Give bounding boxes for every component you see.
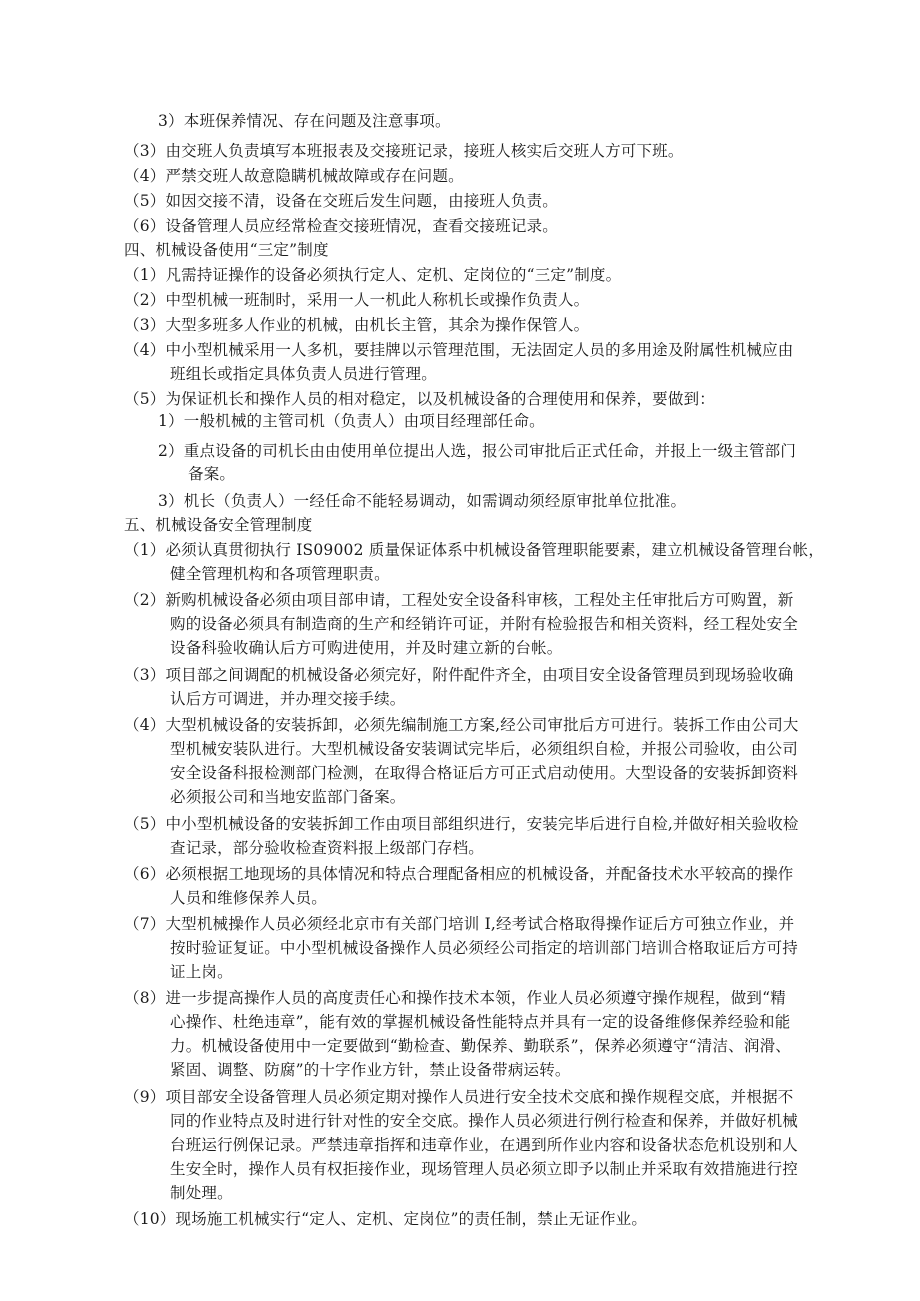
text-line: 健全管理机构和各项管理职责。 <box>170 565 390 583</box>
text-line: 人员和维修保养人员。 <box>170 889 328 907</box>
text-line: 1）一般机械的主管司机（负责人）由项目经理部任命。 <box>158 412 545 430</box>
text-line: （9）项目部安全设备管理人员必须定期对操作人员进行安全技术交底和操作规程交底，并根据不 <box>124 1088 794 1106</box>
text-line: （1）必须认真贯彻执行 IS09002 质量保证体系中机械设备管理职能要素，建立机械设备管理台帐， <box>124 541 825 559</box>
text-line: （2）新购机械设备必须由项目部申请，工程处安全设备科审核，工程处主任审批后方可购置，新 <box>124 591 794 609</box>
text-line: 2）重点设备的司机长由由使用单位提出人选，报公司审批后正式任命，并报上一级主管部门 <box>158 442 797 460</box>
text-line: 购的设备必须具有制造商的生产和经销许可证，并附有检验报告和相关资料，经工程处安全 <box>170 615 799 633</box>
text-line: 型机械安装队进行。大型机械设备安装调试完毕后，必须组织自检，并报公司验收，由公司 <box>170 740 799 758</box>
text-line: 必须报公司和当地安监部门备案。 <box>170 788 406 806</box>
text-line: （3）大型多班多人作业的机械，由机长主管，其余为操作保管人。 <box>124 316 590 334</box>
text-line: （5）为保证机长和操作人员的相对稳定，以及机械设备的合理使用和保养，要做到： <box>124 390 715 408</box>
text-line: （2）中型机械一班制时，采用一人一机此人称机长或操作负责人。 <box>124 291 590 309</box>
text-line: 认后方可调进，并办理交接手续。 <box>170 690 406 708</box>
text-line: （4）严禁交班人故意隐瞒机械故障或存在问题。 <box>124 167 464 185</box>
text-line: 心操作、杜绝违章”，能有效的掌握机械设备性能特点并具有一定的设备维修保养经验和能 <box>170 1013 791 1031</box>
text-line: （3）由交班人负责填写本班报表及交接班记录，接班人核实后交班人方可下班。 <box>124 142 684 160</box>
text-line: 生安全时，操作人员有权拒接作业，现场管理人员必须立即予以制止并采取有效措施进行控 <box>170 1160 799 1178</box>
text-line: 备案。 <box>188 465 236 483</box>
text-line: 紧固、调整、防腐”的十字作业方针，禁止设备带病运转。 <box>170 1061 571 1079</box>
section-heading: 四、机械设备使用“三定”制度 <box>124 241 329 259</box>
text-line: 按时验证复证。中小型机械设备操作人员必须经公司指定的培训部门培训合格取证后方可持 <box>170 939 799 957</box>
text-line: （6）设备管理人员应经常检查交接班情况，查看交接班记录。 <box>124 217 558 235</box>
text-line: （7）大型机械操作人员必须经北京市有关部门培训 I,经考试合格取得操作证后方可独立作业，并 <box>124 915 795 933</box>
text-line: （5）中小型机械设备的安装拆卸工作由项目部组织进行，安装完毕后进行自检,并做好相关验收检 <box>124 815 799 833</box>
text-line: 班组长或指定具体负责人员进行管理。 <box>170 365 437 383</box>
text-line: （10）现场施工机械实行“定人、定机、定岗位”的责任制，禁止无证作业。 <box>124 1210 648 1228</box>
text-line: 力。机械设备使用中一定要做到“勤检查、勤保养、勤联系”，保养必须遵守“清洁、润滑、 <box>170 1037 791 1055</box>
text-line: 证上岗。 <box>170 963 233 981</box>
text-line: 3）本班保养情况、存在问题及注意事项。 <box>158 112 451 130</box>
text-line: （1）凡需持证操作的设备必须执行定人、定机、定岗位的“三定”制度。 <box>124 266 622 284</box>
text-line: 制处理。 <box>170 1184 233 1202</box>
section-heading: 五、机械设备安全管理制度 <box>124 516 313 534</box>
text-line: （8）进一步提高操作人员的高度责任心和操作技术本领，作业人员必须遵守操作规程，做到“精 <box>124 989 786 1007</box>
text-line: 查记录，部分验收检查资料报上级部门存档。 <box>170 839 485 857</box>
text-line: 3）机长（负责人）一经任命不能轻易调动，如需调动须经原审批单位批准。 <box>158 492 687 510</box>
text-line: （3）项目部之间调配的机械设备必须完好，附件配件齐全，由项目安全设备管理员到现场验收确 <box>124 666 794 684</box>
text-line: 同的作业特点及时进行针对性的安全交底。操作人员必须进行例行检查和保养，并做好机械 <box>170 1112 799 1130</box>
text-line: （4）大型机械设备的安装拆卸，必须先编制施工方案,经公司审批后方可进行。装拆工作由公司大 <box>124 716 799 734</box>
text-line: 台班运行例保记录。严禁违章指挥和违章作业，在遇到所作业内容和设备状态危机设别和人 <box>170 1136 799 1154</box>
text-line: 安全设备科报检测部门检测，在取得合格证后方可正式启动使用。大型设备的安装拆卸资料 <box>170 764 799 782</box>
text-line: 设备科验收确认后方可购进使用，并及时建立新的台帐。 <box>170 639 563 657</box>
text-line: （5）如因交接不清，设备在交班后发生问题，由接班人负责。 <box>124 192 558 210</box>
text-line: （6）必须根据工地现场的具体情况和特点合理配备相应的机械设备，并配备技术水平较高的操作 <box>124 865 794 883</box>
text-line: （4）中小型机械采用一人多机，要挂牌以示管理范围，无法固定人员的多用途及附属性机械应由 <box>124 341 794 359</box>
